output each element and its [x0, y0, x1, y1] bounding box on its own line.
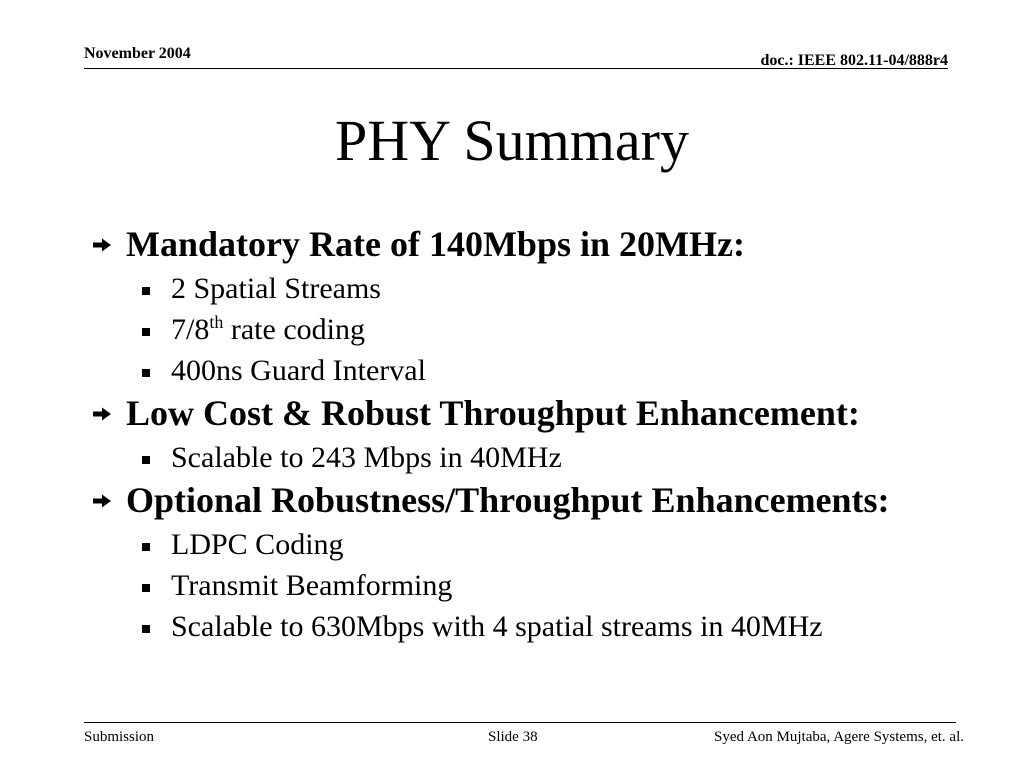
square-bullet-icon: [142, 369, 150, 377]
slide-title: PHY Summary: [335, 108, 689, 173]
footer-author: Syed Aon Mujtaba, Agere Systems, et. al.: [714, 729, 964, 745]
square-bullet-icon: [142, 543, 150, 551]
bullet-level-2: [0, 308, 1024, 349]
square-bullet-icon: [142, 625, 150, 633]
bullet-text-main: 7/8: [171, 313, 210, 346]
bullet-text-rest: rate coding: [223, 313, 365, 346]
bullet-text: [171, 308, 365, 352]
bullet-level-1: [0, 390, 1024, 436]
bullet-heading: Mandatory Rate of 140Mbps in 20MHz:: [126, 224, 745, 264]
arrow-right-icon: [92, 406, 112, 422]
footer-submission: Submission: [84, 729, 155, 745]
bullet-text-superscript: th: [209, 312, 224, 332]
bullet-text: 2 Spatial Streams: [171, 272, 381, 305]
bullet-heading: Optional Robustness/Throughput Enhancements:: [126, 480, 890, 520]
bullet-text: Transmit Beamforming: [171, 569, 453, 602]
footer-slide-number: Slide 38: [488, 729, 538, 745]
bullet-text: LDPC Coding: [171, 528, 344, 561]
footer-divider: [84, 722, 956, 723]
header-doc-id: doc.: IEEE 802.11-04/888r4: [760, 52, 948, 69]
arrow-right-icon: [92, 493, 112, 509]
header-divider: [84, 68, 948, 69]
bullet-level-2: [0, 267, 1024, 308]
bullet-level-2: [0, 349, 1024, 390]
square-bullet-icon: [142, 456, 150, 464]
bullet-level-2: [0, 436, 1024, 477]
arrow-right-icon: [92, 237, 112, 253]
bullet-level-2: [0, 605, 1024, 646]
bullet-level-1: [0, 477, 1024, 523]
bullet-level-2: [0, 564, 1024, 605]
square-bullet-icon: [142, 328, 150, 336]
slide-content: [0, 221, 1024, 646]
square-bullet-icon: [142, 287, 150, 295]
bullet-text: 400ns Guard Interval: [171, 354, 426, 387]
bullet-level-1: [0, 221, 1024, 267]
header-date: November 2004: [84, 45, 191, 62]
square-bullet-icon: [142, 584, 150, 592]
bullet-text: Scalable to 630Mbps with 4 spatial streams in 40MHz: [171, 610, 823, 643]
bullet-heading: Low Cost & Robust Throughput Enhancement:: [126, 393, 860, 433]
bullet-level-2: [0, 523, 1024, 564]
bullet-text: Scalable to 243 Mbps in 40MHz: [171, 441, 562, 474]
